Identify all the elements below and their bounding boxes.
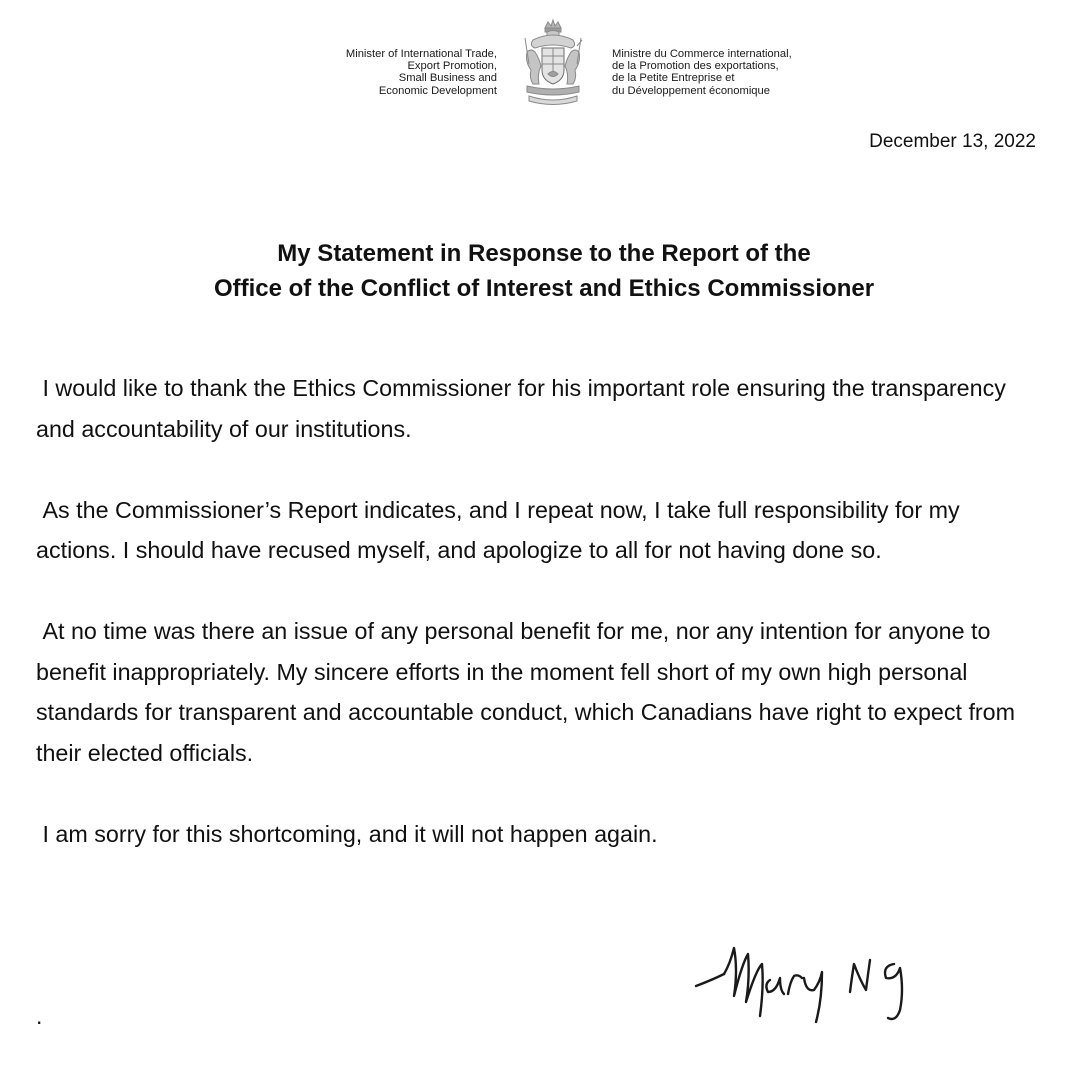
body-paragraph: I am sorry for this shortcoming, and it will not happen again. xyxy=(36,820,658,847)
handwritten-signature-icon xyxy=(690,930,940,1030)
letterhead-english xyxy=(346,48,497,97)
trailing-period: . xyxy=(36,1003,43,1029)
title-line-1: My Statement in Response to the Report of the xyxy=(277,240,811,267)
statement-date: December 13, 2022 xyxy=(869,131,1036,152)
letterhead-french-line: de la Petite Entreprise et xyxy=(612,72,735,85)
letterhead-english-line: Small Business and xyxy=(398,72,497,85)
statement-title xyxy=(0,236,1080,306)
letterhead-french xyxy=(612,48,792,97)
letterhead-english-line: Minister of International Trade, xyxy=(345,48,497,60)
letterhead-french-line: de la Promotion des exportations, xyxy=(612,60,779,73)
letterhead-english-line: Economic Development xyxy=(378,84,497,97)
letterhead-french-line: du Développement économique xyxy=(612,84,770,97)
coat-of-arms-icon xyxy=(519,18,587,108)
title-line-2: Office of the Conflict of Interest and Ethics Commissioner xyxy=(213,275,875,302)
body-paragraph: As the Commissioner’s Report indicates, and I repeat now, I take full responsibility for my actions. I should have recused myself, and apologize to all for not having done so. xyxy=(36,496,967,563)
body-paragraph: I would like to thank the Ethics Commissioner for his important role ensuring the transparency and accountability of our institutions. xyxy=(36,375,1013,442)
letterhead xyxy=(0,18,1080,108)
statement-body xyxy=(36,368,1046,895)
letterhead-french-line: Ministre du Commerce international, xyxy=(612,48,792,60)
body-paragraph: At no time was there an issue of any personal benefit for me, nor any intention for anyone to benefit inappropriately. My sincere efforts in the moment fell short of my own high personal standards for transparent and accountable conduct, which Canadians have right to expect from their elected officials. xyxy=(36,618,1022,766)
letterhead-english-line: Export Promotion, xyxy=(407,60,497,73)
